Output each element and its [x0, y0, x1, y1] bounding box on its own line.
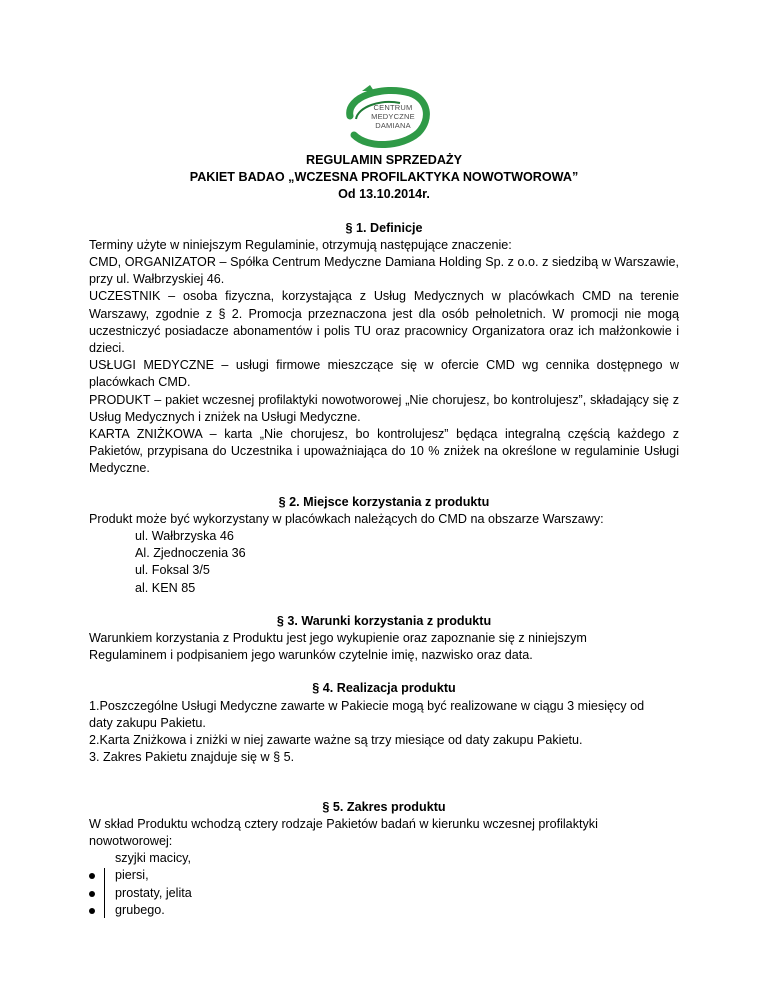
address-item: al. KEN 85 [135, 580, 196, 595]
list-item: grubego. [89, 902, 679, 919]
list-item: piersi, [89, 867, 679, 884]
bullet-icon [89, 908, 95, 914]
section-5-text: nowotworowej: [89, 833, 173, 848]
regulations-content [89, 152, 679, 919]
document-date: Od 13.10.2014r. [338, 187, 430, 202]
definition-produkt: PRODUKT – pakiet wczesnej profilaktyki nowotworowej „Nie chorujesz, bo kontrolujesz”, składający się z Usług Medycznych i zniżek na Usługi Medyczne. [89, 392, 679, 424]
address-item: Al. Zjednoczenia 36 [135, 546, 246, 561]
section-4-item-1-cont: daty zakupu Pakietu. [89, 715, 206, 730]
address-item: ul. Wałbrzyska 46 [135, 529, 234, 544]
section-4-item-2: 2.Karta Zniżkowa i zniżki w niej zawarte ważne są trzy miesiące od daty zakupu Pakietu. [89, 733, 583, 748]
package-list [89, 850, 679, 919]
document-subtitle: PAKIET BADAO „WCZESNA PROFILAKTYKA NOWOTWOROWA” [189, 170, 579, 185]
definition-uslugi: USŁUGI MEDYCZNE – usługi firmowe mieszczące się w ofercie CMD wg cennika dostępnego w placówkach CMD. [89, 358, 679, 390]
section-3-heading: § 3. Warunki korzystania z produktu [276, 613, 492, 628]
section-4-item-1: 1.Poszczególne Usługi Medyczne zawarte w Pakiecie mogą być realizowane w ciągu 3 miesięcy od [89, 698, 645, 713]
section-1-intro: Terminy użyte w niniejszym Regulaminie, otrzymują następujące znaczenie: [89, 237, 512, 252]
logo-text: CENTRUM MEDYCZNE DAMIANA [371, 103, 415, 130]
bullet-icon [89, 873, 95, 879]
section-5-heading: § 5. Zakres produktu [322, 799, 446, 814]
section-5-text: W skład Produktu wchodzą cztery rodzaje Pakietów badań w kierunku wczesnej profilaktyki [89, 816, 598, 831]
section-2-intro: Produkt może być wykorzystany w placówkach należących do CMD na obszarze Warszawy: [89, 511, 604, 526]
list-item: prostaty, jelita [89, 885, 679, 902]
section-3-text: Warunkiem korzystania z Produktu jest jego wykupienie oraz zapoznanie się z niniejszym [89, 631, 587, 646]
definition-karta: KARTA ZNIŻKOWA – karta „Nie chorujesz, bo kontrolujesz” będąca integralną częścią każdego z Pakietów, przypisana do Uczestnika i upoważniająca do 10 % zniżek na określone w regulaminie Usługi Medyczne. [89, 427, 679, 476]
list-item: szyjki macicy, [115, 851, 192, 866]
definition-uczestnik: UCZESTNIK – osoba fizyczna, korzystająca z Usług Medycznych w placówkach CMD na terenie Warszawy, zgodnie z § 2. Promocja przeznaczona jest dla osób pełnoletnich. W promocji nie mogą uczestniczyć posiadacze abonamentów i polis TU oraz pracownicy Organizatora oraz ich małżonkowie i dzieci. [89, 289, 679, 356]
section-4-item-3: 3. Zakres Pakietu znajduje się w § 5. [89, 750, 295, 765]
section-3-text: Regulaminem i podpisaniem jego warunków czytelnie imię, nazwisko oraz data. [89, 648, 533, 663]
definition-cmd: CMD, ORGANIZATOR – Spółka Centrum Medyczne Damiana Holding Sp. z o.o. z siedzibą w Warszawie, przy ul. Wałbrzyskiej 46. [89, 255, 679, 287]
section-1-heading: § 1. Definicje [345, 220, 423, 235]
section-4-heading: § 4. Realizacja produktu [312, 681, 456, 696]
bullet-icon [89, 891, 95, 897]
document-title: REGULAMIN SPRZEDAŻY [305, 153, 463, 167]
address-item: ul. Foksal 3/5 [135, 563, 210, 578]
section-2-heading: § 2. Miejsce korzystania z produktu [278, 494, 490, 509]
